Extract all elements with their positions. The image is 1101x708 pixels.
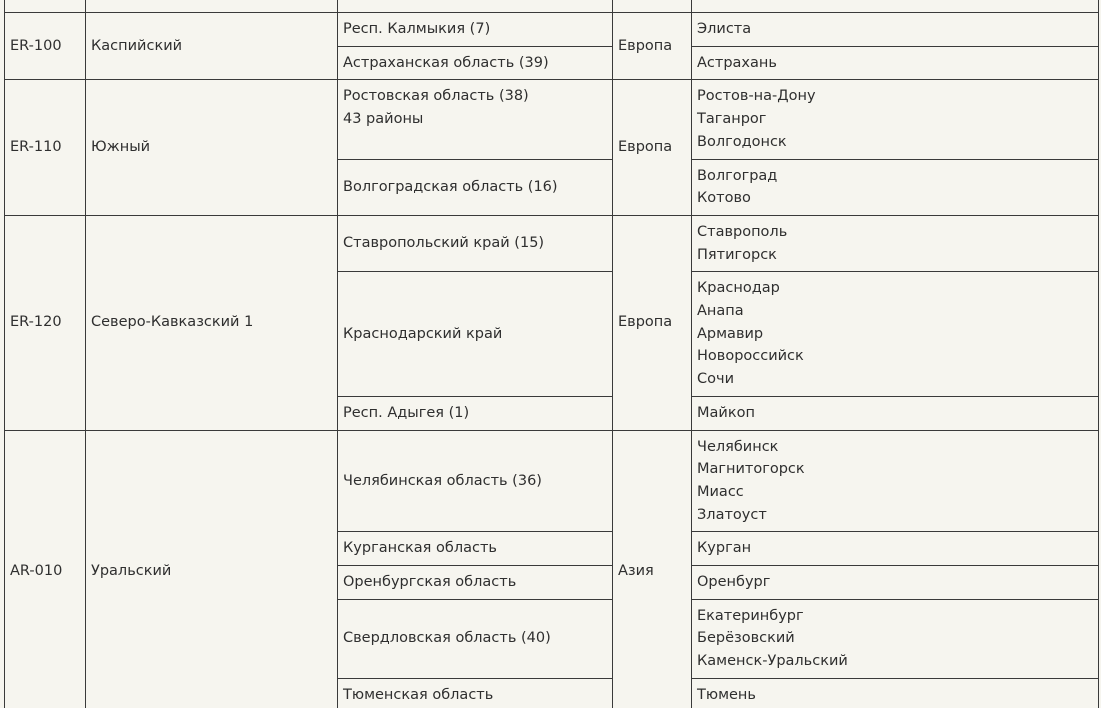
district-code: ER-100 [5,13,86,80]
table-row [5,0,1099,13]
cities-cell [692,80,1099,159]
region-cell [338,80,613,159]
city-name: Курган [697,540,752,557]
cities-cell [692,566,1099,600]
district-name: Уральский [86,430,338,708]
cities-cell [692,159,1099,215]
city-name: Краснодар [697,280,780,297]
city-name: Екатеринбург [697,607,804,624]
city-name: Миасс [697,483,744,500]
region-cell [338,13,613,47]
city-name: Челябинск [697,438,779,455]
city-name: Магнитогорск [697,461,805,478]
district-name: Каспийский [86,13,338,80]
region-cell [338,396,613,430]
continent [613,0,692,13]
city-name: Ставрополь [697,223,788,240]
city-name: Астрахань [697,54,777,71]
continent: Азия [613,430,692,708]
table-row [5,13,1099,47]
region-line: Астраханская область (39) [343,54,549,71]
cities-cell [692,396,1099,430]
region-line: 43 районы [343,111,424,128]
city-name: Котово [697,190,751,207]
city-name: Берёзовский [697,630,795,647]
cities-cell [692,0,1099,13]
continent: Европа [613,80,692,216]
cities-cell [692,599,1099,678]
cities-cell [692,46,1099,80]
region-cell [338,430,613,532]
city-name: Пятигорск [697,246,777,263]
city-name: Златоуст [697,506,767,523]
cities-cell [692,430,1099,532]
district-name: Северо-Кавказский 1 [86,215,338,430]
cities-cell [692,532,1099,566]
region-line: Оренбургская область [343,574,517,591]
city-name: Волгодонск [697,133,787,150]
region-line: Тюменская область [343,686,494,703]
districts-table [4,0,1099,708]
district-code [5,0,86,13]
city-name: Армавир [697,325,764,342]
district-name [86,0,338,13]
city-name: Элиста [697,21,752,37]
region-line: Ставропольский край (15) [343,235,545,252]
city-name: Каменск-Уральский [697,653,848,670]
city-name: Анапа [697,303,744,320]
region-cell [338,46,613,80]
region-cell [338,599,613,678]
cities-cell [692,215,1099,271]
city-name: Тюмень [697,686,756,703]
region-line: Челябинская область (36) [343,472,542,489]
district-code: AR-010 [5,430,86,708]
district-name: Южный [86,80,338,216]
districts-table-body [5,0,1099,708]
cities-cell [692,13,1099,47]
city-name: Новороссийск [697,348,804,365]
region-line: Курганская область [343,540,497,557]
city-name: Майкоп [697,404,755,421]
continent: Европа [613,215,692,430]
city-name: Оренбург [697,574,771,591]
region-cell [338,0,613,13]
region-cell [338,272,613,397]
region-line: Респ. Калмыкия (7) [343,21,491,37]
city-name: Сочи [697,371,734,388]
region-line: Волгоградская область (16) [343,178,558,195]
region-line: Респ. Адыгея (1) [343,404,470,421]
region-line: Свердловская область (40) [343,630,551,647]
region-cell [338,159,613,215]
table-row [5,430,1099,532]
table-row [5,215,1099,271]
region-cell [338,215,613,271]
region-line: Краснодарский край [343,325,503,342]
cities-cell [692,272,1099,397]
district-code: ER-110 [5,80,86,216]
region-cell [338,678,613,708]
table-row [5,80,1099,159]
city-name: Таганрог [697,111,767,128]
region-line: Ростовская область (38) [343,88,529,105]
district-code: ER-120 [5,215,86,430]
region-cell [338,532,613,566]
city-name: Волгоград [697,167,778,184]
continent: Европа [613,13,692,80]
cities-cell [692,678,1099,708]
city-name: Ростов-на-Дону [697,88,816,105]
region-cell [338,566,613,600]
